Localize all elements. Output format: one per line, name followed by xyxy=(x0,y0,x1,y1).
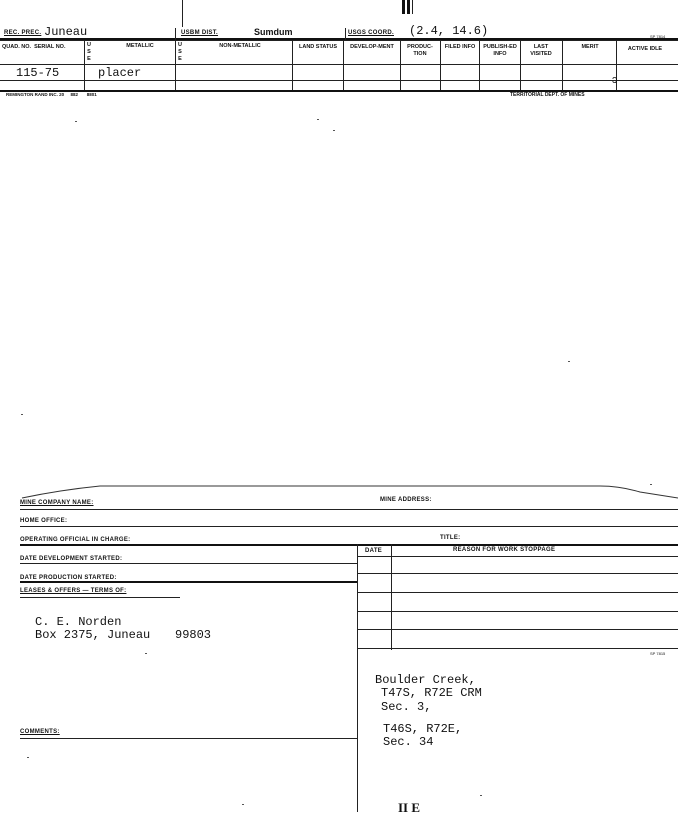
header-development: DEVELOP-MENT xyxy=(350,44,394,50)
header-last-visited: LAST VISITED xyxy=(530,44,552,57)
metallic-value: placer xyxy=(98,66,142,80)
top-footer-right: TERRITORIAL DEPT. OF MINES xyxy=(510,92,585,98)
printer-code-2: 8801 xyxy=(86,92,97,97)
location-line-2: T47S, R72E CRM xyxy=(381,686,482,700)
header-serial-no: SERIAL NO. xyxy=(34,44,66,50)
owner-zip: 99803 xyxy=(175,628,212,642)
date-column-label: DATE xyxy=(365,548,383,554)
home-office-label: HOME OFFICE: xyxy=(20,518,68,524)
top-footer-left xyxy=(6,92,97,97)
location-line-3: Sec. 3, xyxy=(381,700,432,714)
form-number-bottom: SP 7815 xyxy=(650,651,666,656)
location-line-1: Boulder Creek, xyxy=(375,673,476,687)
rec-prec-label: REC. PREC. xyxy=(4,30,42,36)
mine-address-label: MINE ADDRESS: xyxy=(380,497,432,503)
owner-name: C. E. Norden xyxy=(35,615,122,629)
title-label: TITLE: xyxy=(440,535,461,541)
header-land-status: LAND STATUS xyxy=(299,44,337,50)
location-line-4: T46S, R72E, xyxy=(383,722,463,736)
card-edge-curve xyxy=(0,480,678,500)
usgs-coord-label: USGS COORD. xyxy=(348,30,394,36)
header-non-metallic: NON-METALLIC xyxy=(219,43,261,49)
usgs-coord-value: (2.4, 14.6) xyxy=(409,24,489,38)
binder-mark xyxy=(400,0,414,16)
form-number-top: SP 7814 xyxy=(650,34,666,39)
date-production-label: DATE PRODUCTION STARTED: xyxy=(20,575,117,581)
bottom-mark: II E xyxy=(398,800,421,815)
printer-code-1: 882 xyxy=(70,92,78,97)
printer-credit: REMINGTON RAND INC. 20 xyxy=(6,92,65,97)
rec-prec-value: Juneau xyxy=(44,25,88,39)
header-quad-serial xyxy=(2,44,82,51)
header-quad-no: QUAD. NO. xyxy=(2,44,32,50)
comments-label: COMMENTS: xyxy=(20,729,60,735)
owner-address: Box 2375, Juneau xyxy=(35,628,151,642)
header-filed-info: FILED INFO xyxy=(444,44,476,50)
active-idle-mark: ↄ xyxy=(612,74,618,86)
header-active-idle: ACTIVE IDLE xyxy=(627,46,663,52)
mine-company-name-label: MINE COMPANY NAME: xyxy=(20,500,94,506)
operating-official-label: OPERATING OFFICIAL IN CHARGE: xyxy=(20,537,131,543)
header-use-right: U S E xyxy=(178,42,182,62)
date-development-label: DATE DEVELOPMENT STARTED: xyxy=(20,556,123,562)
header-merit: MERIT xyxy=(581,44,599,50)
leases-offers-label: LEASES & OFFERS — TERMS OF: xyxy=(20,588,127,594)
usbm-dist-value: Sumdum xyxy=(254,27,293,37)
quad-serial-value: 115-75 xyxy=(16,66,60,80)
reason-stoppage-label: REASON FOR WORK STOPPAGE xyxy=(453,547,556,553)
header-production: PRODUC-TION xyxy=(407,44,433,57)
header-use-left: U S E xyxy=(87,42,91,62)
location-line-5: Sec. 34 xyxy=(383,735,434,749)
header-published-info: PUBLISH-ED INFO xyxy=(483,44,517,57)
usbm-dist-label: USBM DIST. xyxy=(181,30,219,36)
header-metallic: METALLIC xyxy=(126,43,154,49)
